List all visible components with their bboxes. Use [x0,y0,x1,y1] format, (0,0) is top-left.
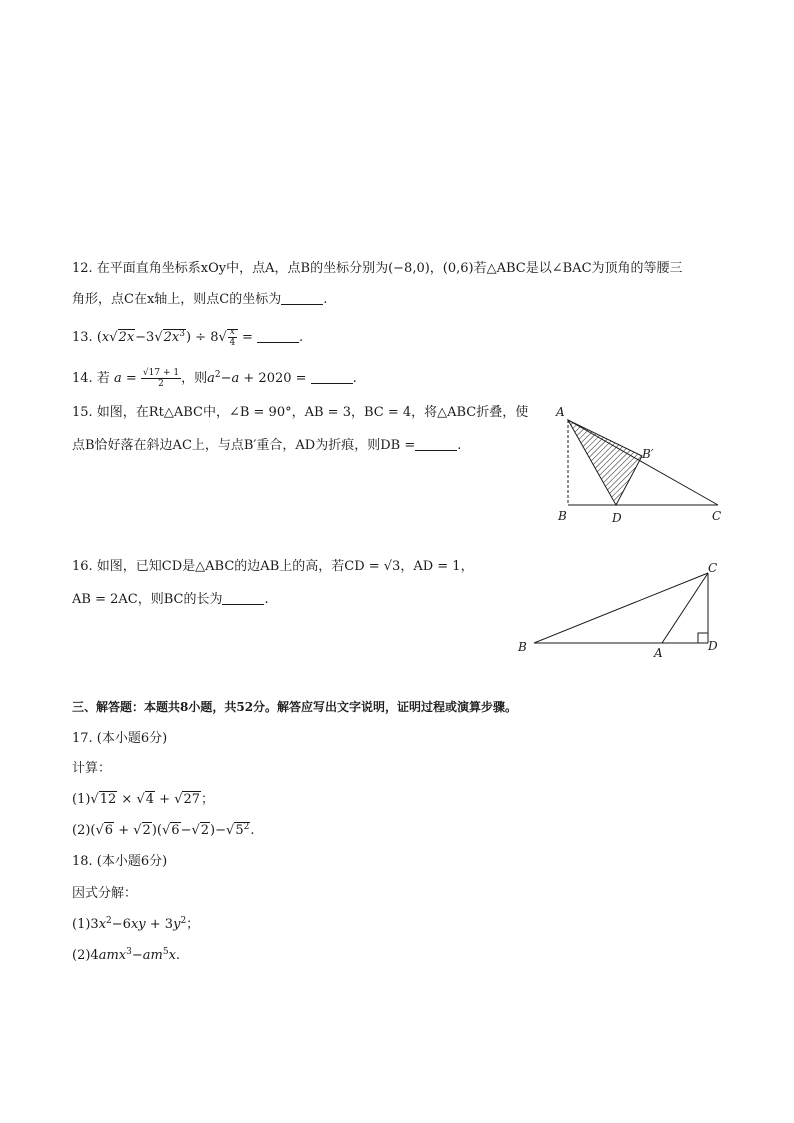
answer-blank-14[interactable] [311,383,353,384]
q15-label-b-prime: B′ [642,447,654,461]
q12-text-1: 12. 在平面直角坐标系xOy中，点A，点B的坐标分别为(−8,0)，(0,6)若△ABC是以∠BAC为顶角的等腰三 [72,261,683,276]
q15-label-a: A [556,405,565,419]
question-15-line-2: 点B恰好落在斜边AC上，与点B′重合，AD为折痕，则DB = . [72,438,462,453]
answer-blank-15[interactable] [415,450,457,451]
section-3-title: 三、解答题：本题共8小题，共52分。解答应写出文字说明，证明过程或演算步骤。 [72,700,518,714]
q15-hypotenuse [568,420,718,505]
question-17-part-1: (1)√12 × √4 + √27； [72,792,215,807]
question-18-header: 18. (本小题6分) [72,854,168,869]
question-12-line-2: 角形，点C在x轴上，则点C的坐标为 . [72,292,328,307]
q14-expression: a = $\frac{√17 + 1}{2}$ ，则$a^2-a + 2020$ = [113,368,311,389]
answer-blank-13[interactable] [257,342,299,343]
q16-side-bc [534,573,708,643]
question-17-intro: 计算： [72,761,112,776]
question-13: 13. $(x√2x-3√2x^3) \div 8√$ $\frac{x}{4}$ = . [72,327,304,348]
q15-label-c: C [712,509,722,523]
question-18-intro: 因式分解： [72,886,138,901]
question-18-part-2: $(2)4amx^3-am^5x$. [72,947,181,963]
answer-blank-16[interactable] [222,604,264,605]
q12-text-2: 角形，点C在x轴上，则点C的坐标为 [72,292,282,307]
q13-expression: $(x√2x-3√2x^3) \div 8√$ $\frac{x}{4}$ = [96,327,258,348]
question-12-line-1 [72,260,683,278]
question-14: 14. 若 a = $\frac{√17 + 1}{2}$ ，则$a^2-a + 2020$ = . [72,368,357,389]
q15-label-d: D [612,511,622,525]
q18-expr-1: $3x^2-6xy + 3y^2$； [90,916,200,932]
q18-expr-2: $4amx^3-am^5x$. [90,947,181,963]
q15-figure [550,400,730,530]
q15-shaded-triangle [568,420,642,505]
question-16-line-2: AB = 2AC，则BC的长为 . [72,592,269,607]
q16-label-b: B [518,640,527,654]
q16-label-d: D [708,639,718,653]
question-16-line-1: 16. 如图，已知CD是△ABC的边AB上的高，若CD = √3，AD = 1， [72,559,474,574]
q15-label-b: B [558,509,567,523]
q16-label-c: C [708,561,718,575]
question-18-part-1: $(1)3x^2-6xy + 3y^2$； [72,916,200,932]
q16-right-angle-mark [698,633,708,643]
question-15-line-1: 15. 如图，在Rt△ABC中，∠B = 90°，AB = 3，BC = 4，将△ABC折叠，使 [72,405,529,420]
q17-expr-2: $(√6 + √2)(√6-√2)-√5^2$. [90,822,255,838]
question-17-header: 17. (本小题6分) [72,731,168,746]
q16-figure [512,558,732,658]
answer-blank-12[interactable] [281,304,323,305]
q16-label-a: A [654,646,663,658]
question-17-part-2: $(2)(√6 + √2)(√6-√2)-√5^2$. [72,822,255,838]
q17-expr-1: √12 × √4 + √27； [90,792,215,807]
